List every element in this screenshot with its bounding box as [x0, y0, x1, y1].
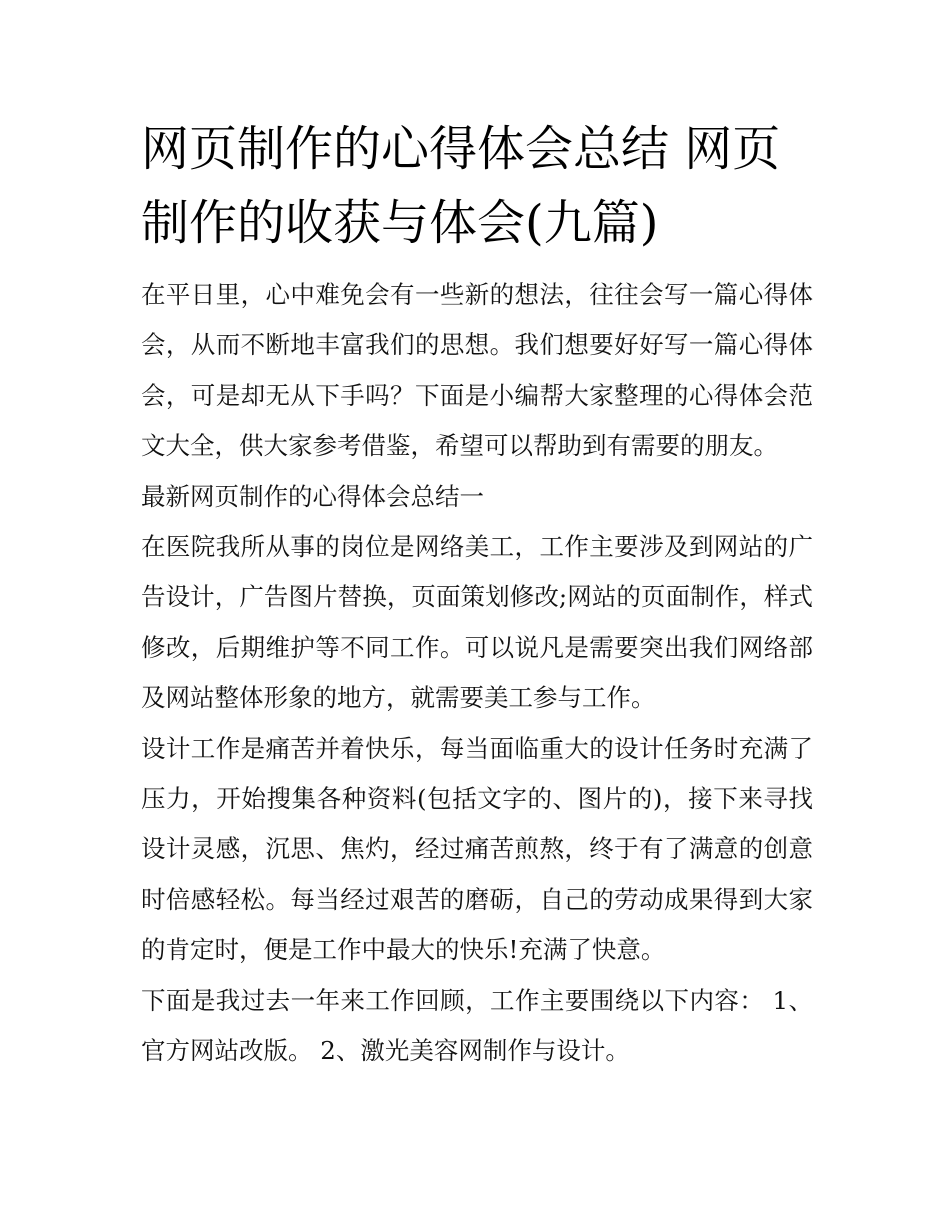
document-page	[141, 112, 813, 1077]
body-paragraph: 在医院我所从事的岗位是网络美工，工作主要涉及到网站的广告设计，广告图片替换，页面策划修改;网站的页面制作，样式修改，后期维护等不同工作。可以说凡是需要突出我们网络部及网站整体形象的地方，就需要美工参与工作。	[141, 532, 813, 713]
body-paragraph: 设计工作是痛苦并着快乐，每当面临重大的设计任务时充满了压力，开始搜集各种资料(包括文字的、图片的)，接下来寻找设计灵感，沉思、焦灼，经过痛苦煎熬，终于有了满意的创意时倍感轻松。每当经过艰苦的磨砺，自己的劳动成果得到大家的肯定时，便是工作中最大的快乐!充满了快意。	[141, 733, 813, 965]
section-heading: 最新网页制作的心得体会总结一	[141, 481, 484, 511]
body-paragraph: 下面是我过去一年来工作回顾，工作主要围绕以下内容： 1、官方网站改版。 2、激光美容网制作与设计。	[141, 985, 813, 1066]
document-title: 网页制作的心得体会总结 网页制作的收获与体会(九篇)	[141, 121, 781, 251]
intro-paragraph: 在平日里，心中难免会有一些新的想法，往往会写一篇心得体会，从而不断地丰富我们的思想。我们想要好好写一篇心得体会，可是却无从下手吗？下面是小编帮大家整理的心得体会范文大全，供大家参考借鉴，希望可以帮助到有需要的朋友。	[141, 280, 813, 461]
